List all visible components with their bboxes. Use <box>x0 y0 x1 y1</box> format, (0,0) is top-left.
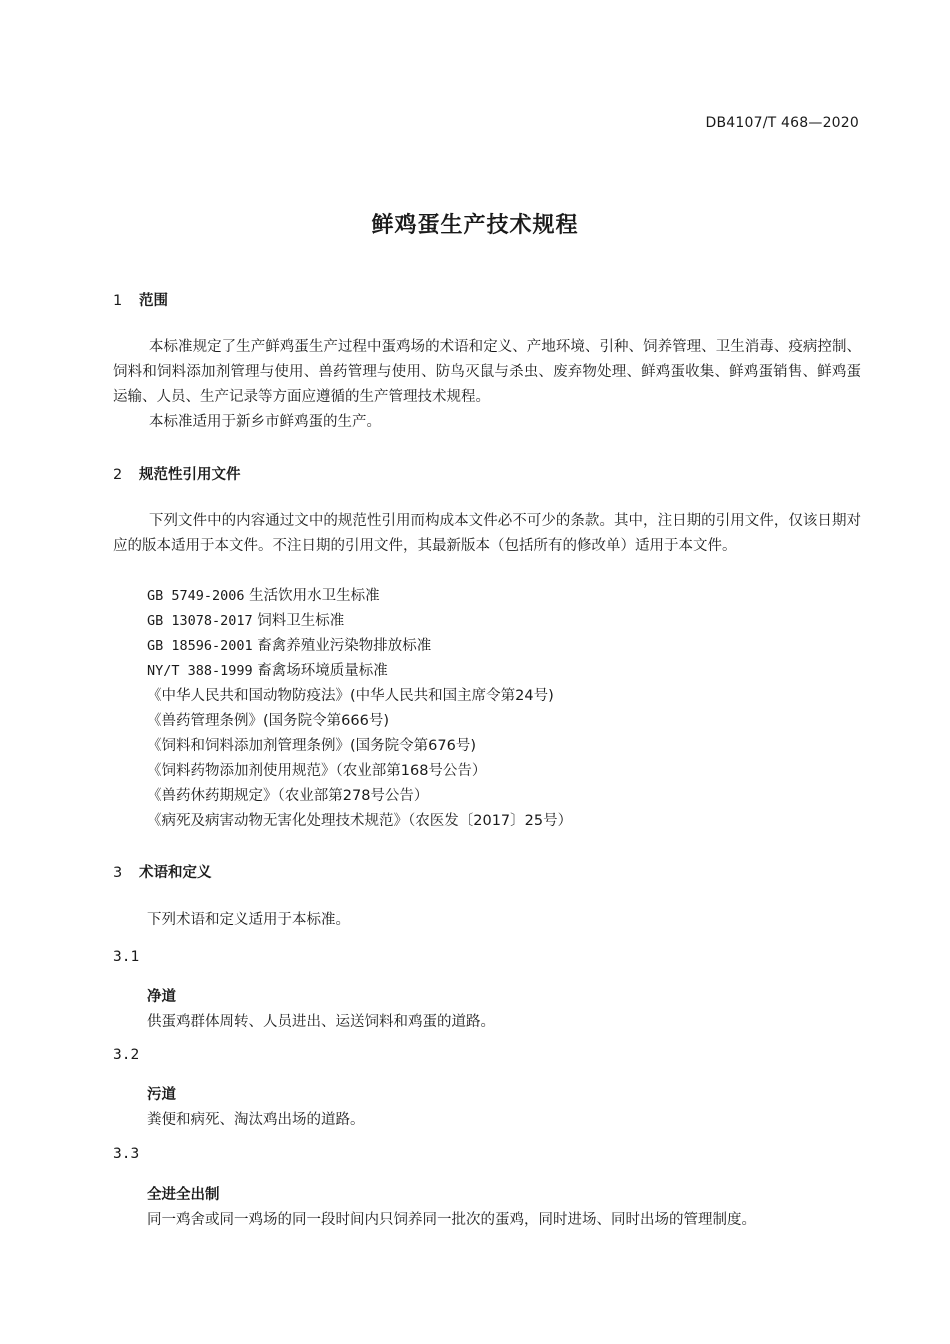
paragraph: 本标准规定了生产鲜鸡蛋生产过程中蛋鸡场的术语和定义、产地环境、引种、饲养管理、卫生消毒、疫病控制、饲料和饲料添加剂管理与使用、兽药管理与使用、防鸟灭鼠与杀虫、废弃物处理、鲜鸡蛋收集、鲜鸡蛋销售、鲜鸡蛋运输、人员、生产记录等方面应遵循的生产管理技术规程。 <box>113 339 861 405</box>
paragraph: 本标准适用于新乡市鲜鸡蛋的生产。 <box>149 414 381 430</box>
reference-item <box>147 659 388 680</box>
regulation-item: 《饲料药物添加剂使用规范》（农业部第168号公告） <box>147 763 487 779</box>
reference-item <box>147 584 380 605</box>
standard-number: DB4107/T 468—2020 <box>705 115 859 131</box>
term-name: 污道 <box>147 1087 176 1103</box>
term-name: 全进全出制 <box>147 1187 220 1203</box>
reference-code: GB 18596-2001 <box>147 638 253 654</box>
term-definition: 粪便和病死、淘汰鸡出场的道路。 <box>147 1112 365 1128</box>
section-title: 规范性引用文件 <box>139 467 241 483</box>
section-number: 3 <box>113 865 123 881</box>
term-definition: 供蛋鸡群体周转、人员进出、运送饲料和鸡蛋的道路。 <box>147 1014 495 1030</box>
term-definition: 同一鸡舍或同一鸡场的同一段时间内只饲养同一批次的蛋鸡，同时进场、同时出场的管理制度。 <box>147 1212 756 1228</box>
regulation-item: 《兽药管理条例》(国务院令第666号) <box>147 713 389 729</box>
regulation-item: 《病死及病害动物无害化处理技术规范》（农医发〔2017〕25号） <box>147 813 573 829</box>
regulation-item: 《中华人民共和国动物防疫法》(中华人民共和国主席令第24号) <box>147 688 554 704</box>
reference-code: NY/T 388-1999 <box>147 663 253 679</box>
clause-number: 3.1 <box>113 949 140 965</box>
paragraph: 下列文件中的内容通过文中的规范性引用而构成本文件必不可少的条款。其中，注日期的引用文件，仅该日期对应的版本适用于本文件。不注日期的引用文件，其最新版本（包括所有的修改单）适用于本文件。 <box>113 513 861 554</box>
reference-name: 畜禽场环境质量标准 <box>257 663 388 679</box>
regulation-item: 《饲料和饲料添加剂管理条例》(国务院令第676号) <box>147 738 476 754</box>
reference-item <box>147 634 431 655</box>
reference-name: 畜禽养殖业污染物排放标准 <box>257 638 432 654</box>
paragraph: 下列术语和定义适用于本标准。 <box>147 912 350 928</box>
section-2-heading <box>113 463 241 484</box>
clause-number: 3.3 <box>113 1146 140 1162</box>
section-3-heading <box>113 861 212 882</box>
reference-name: 饲料卫生标准 <box>257 613 345 629</box>
clause-number: 3.2 <box>113 1047 140 1063</box>
reference-name: 生活饮用水卫生标准 <box>249 588 380 604</box>
reference-item <box>147 609 344 630</box>
section-title: 范围 <box>139 293 168 309</box>
section-number: 2 <box>113 467 123 483</box>
section-1-heading <box>113 289 168 310</box>
reference-code: GB 13078-2017 <box>147 613 253 629</box>
section-title: 术语和定义 <box>139 865 212 881</box>
regulation-item: 《兽药休药期规定》（农业部第278号公告） <box>147 788 429 804</box>
section-number: 1 <box>113 293 123 309</box>
term-name: 净道 <box>147 989 176 1005</box>
reference-code: GB 5749-2006 <box>147 588 245 604</box>
document-title: 鲜鸡蛋生产技术规程 <box>371 213 579 238</box>
